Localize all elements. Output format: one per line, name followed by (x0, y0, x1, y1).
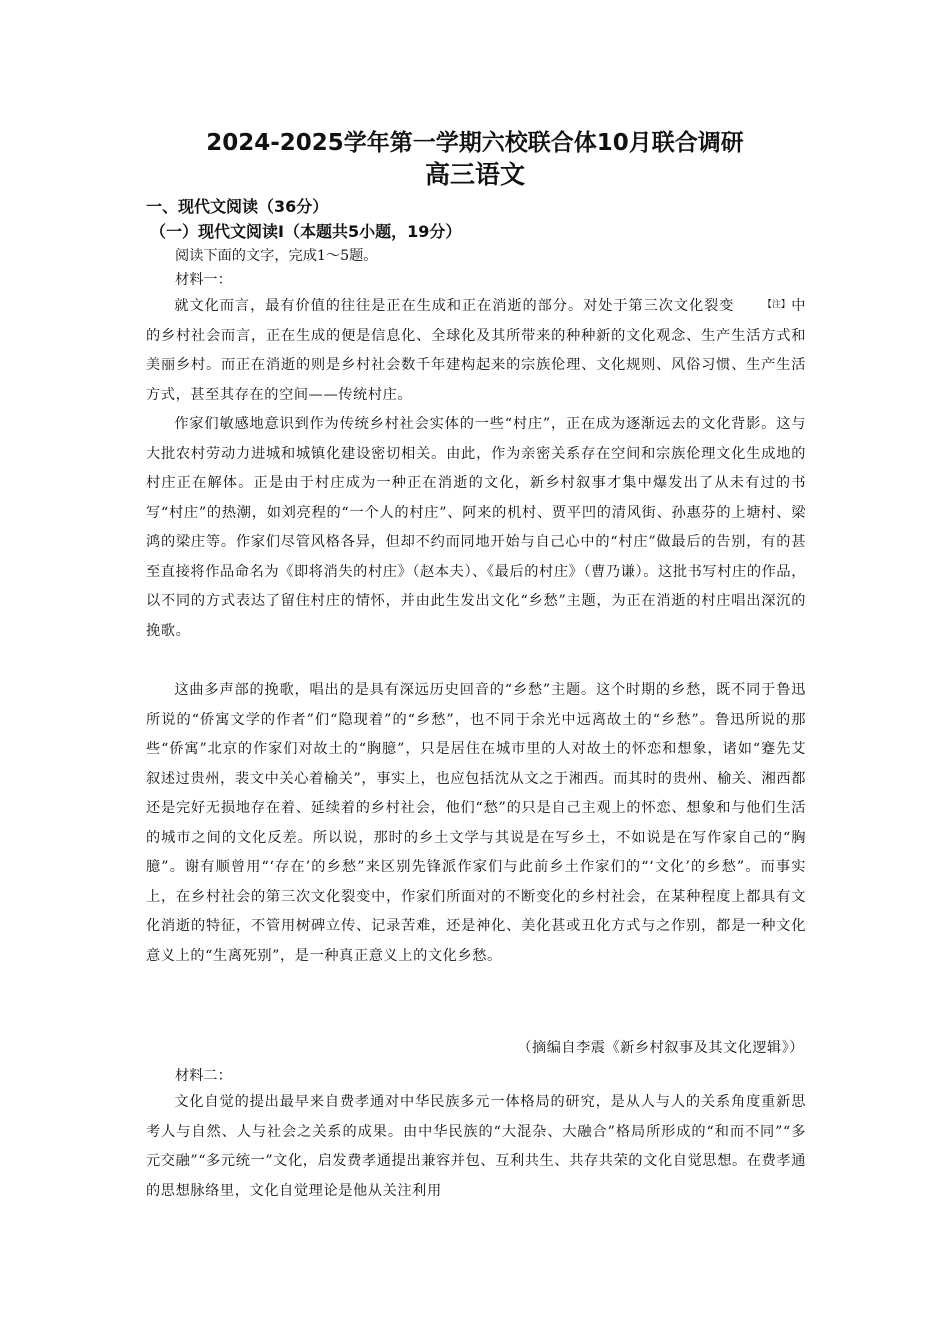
material-one-source: （摘编自李震《新乡村叙事及其文化逻辑》） (517, 1040, 804, 1056)
material-two-label: 材料二： (175, 1068, 232, 1084)
material-two-paragraph-1 (146, 1088, 806, 1206)
note-marker: 【注】 (762, 300, 790, 310)
material-one-paragraph-1 (146, 292, 806, 410)
material-one-paragraph-3 (146, 676, 806, 971)
paragraph-text: 这曲多声部的挽歌，唱出的是具有深远历史回音的“乡愁”主题。这个时期的乡愁，既不同于鲁迅所说的“侨寓文学的作者”们“隐现着”的“乡愁”，也不同于余光中远离故土的“乡愁”。鲁迅所说的那些“侨寓”北京的作家们对故土的“胸臆”，只是居住在城市里的人对故土的怀恋和想象，诸如“蹇先艾叙述过贵州，裴文中关心着榆关”，事实上，也应包括沈从文之于湘西。而其时的贵州、榆关、湘西都还是完好无损地存在着、延续着的乡村社会，他们“愁”的只是自己主观上的怀恋、想象和与他们生活的城市之间的文化反差。所以说，那时的乡土文学与其说是在写乡土，不如说是在写作家自己的“胸臆”。谢有顺曾用“‘存在’的乡愁”来区别先锋派作家们与此前乡土作家们的“‘文化’的乡愁”。而事实上，在乡村社会的第三次文化裂变中，作家们所面对的不断变化的乡村社会，在某种程度上都具有文化消逝的特征，不管用树碑立传、记录苦难，还是神化、美化甚或丑化方式与之作别，都是一种文化意义上的“生离死别”，是一种真正意义上的文化乡愁。 (146, 682, 806, 964)
reading-instruction: 阅读下面的文字，完成1～5题。 (175, 248, 378, 264)
paragraph-text: 文化自觉的提出最早来自费孝通对中华民族多元一体格局的研究，是从人与人的关系角度重新思考人与自然、人与社会之关系的成果。由中华民族的“大混杂、大融合”格局所形成的“和而不同”“多元交融”“多元统一”文化，启发费孝通提出兼容并包、互利共生、共存共荣的文化自觉思想。在费孝通的思想脉络里，文化自觉理论是他从关注利用 (146, 1094, 806, 1199)
section-heading: 一、现代文阅读（36分） (146, 197, 329, 216)
material-one-label: 材料一： (175, 272, 232, 288)
exam-title: 2024-2025学年第一学期六校联合体10月联合调研 (206, 130, 744, 156)
paragraph-text: 作家们敏感地意识到作为传统乡村社会实体的一些“村庄”，正在成为逐渐远去的文化背影。这与大批农村劳动力进城和城镇化建设密切相关。由此，作为亲密关系存在空间和宗族伦理文化生成地的村庄正在解体。正是由于村庄成为一种正在消逝的文化，新乡村叙事才集中爆发出了从未有过的书写“村庄”的热潮，如刘亮程的“一个人的村庄”、阿来的机村、贾平凹的清风街、孙惠芬的上塘村、梁鸿的梁庄等。作家们尽管风格各异，但却不约而同地开始与自己心中的“村庄”做最后的告别，有的甚至直接将作品命名为《即将消失的村庄》（赵本夫）、《最后的村庄》（曹乃谦）。这批书写村庄的作品，以不同的方式表达了留住村庄的情怀，并由此生发出文化“乡愁”主题，为正在消逝的村庄唱出深沉的挽歌。 (146, 416, 806, 639)
exam-subject-title: 高三语文 (424, 160, 525, 189)
paragraph-text: 就文化而言，最有价值的往往是正在生成和正在消逝的部分。对处于第三次文化裂变 (174, 298, 735, 314)
material-one-paragraph-2 (146, 410, 806, 646)
section-subheading: （一）现代文阅读Ⅰ（本题共5小题，19分） (150, 222, 462, 241)
paragraph-text: 中的乡村社会而言，正在生成的便是信息化、全球化及其所带来的种种新的文化观念、生产生活方式和美丽乡村。而正在消逝的则是乡村社会数千年建构起来的宗族伦理、文化规则、风俗习惯、生产生活方式，甚至其存在的空间——传统村庄。 (146, 298, 806, 403)
